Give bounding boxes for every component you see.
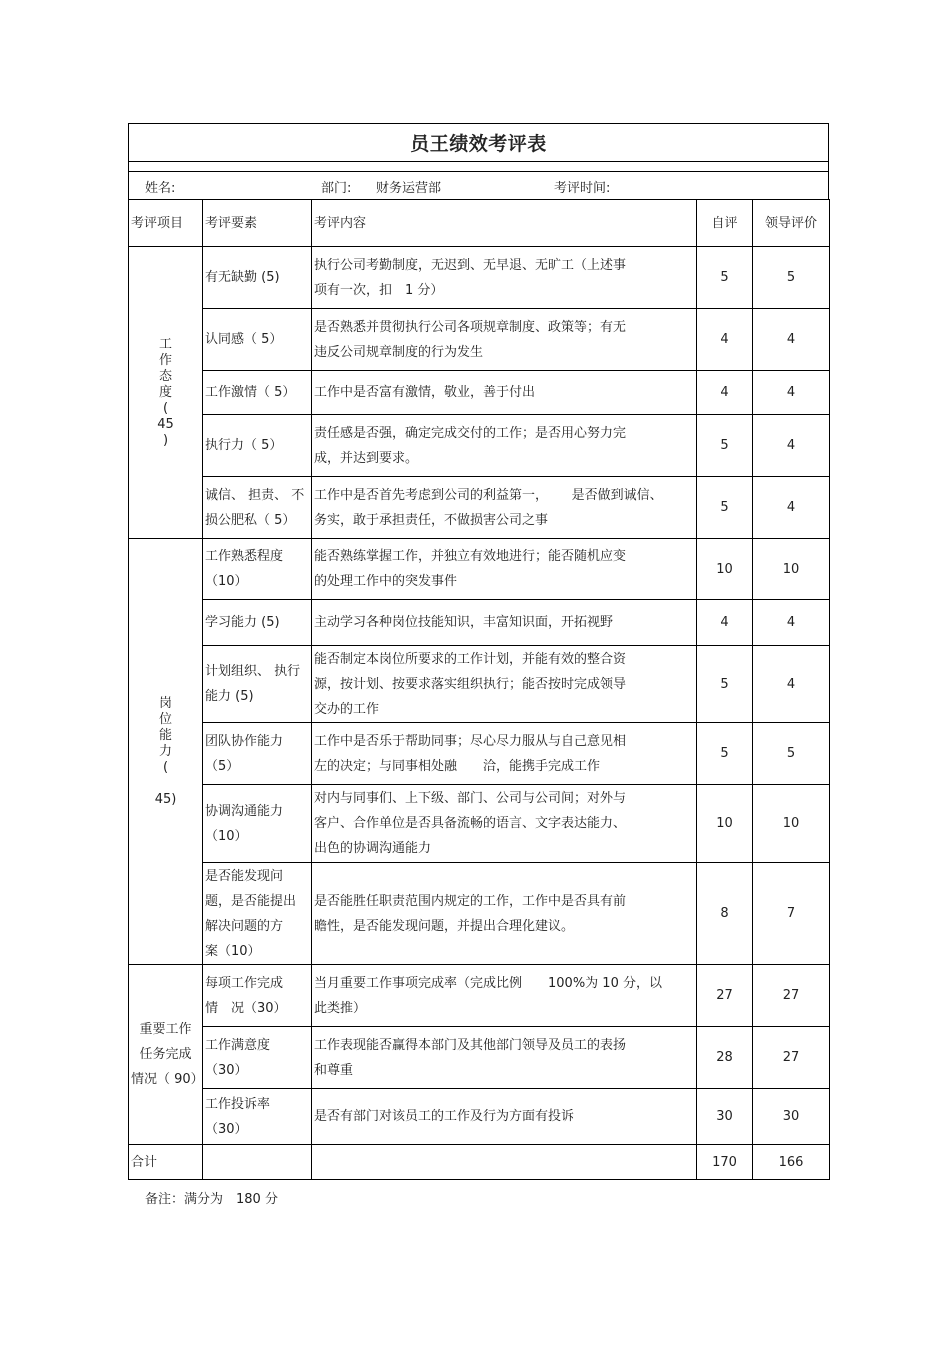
- content-cell: 工作中是否乐于帮助同事；尽心尽力服从与自己意见相 左的决定；与同事相处融 洽，能携手完成工作: [312, 723, 697, 785]
- content-cell: 能否熟练掌握工作，并独立有效地进行；能否随机应变 的处理工作中的突发事件: [312, 539, 697, 600]
- header-row: [129, 200, 830, 247]
- element-cell: 工作投诉率 （30）: [203, 1089, 312, 1145]
- self-score-cell: 10: [697, 785, 753, 863]
- element-cell: 是否能发现问 题，是否能提出 解决问题的方 案（10）: [203, 863, 312, 965]
- leader-score-cell: 4: [753, 477, 830, 539]
- table-row: [129, 646, 830, 723]
- content-cell: 工作表现能否赢得本部门及其他部门领导及员工的表扬 和尊重: [312, 1027, 697, 1089]
- leader-score-cell: 4: [753, 600, 830, 646]
- element-cell: 计划组织、 执行 能力 (5): [203, 646, 312, 723]
- total-label: 合计: [129, 1145, 203, 1180]
- header-element: 考评要素: [203, 200, 312, 247]
- self-score-cell: 5: [697, 646, 753, 723]
- content-cell: 工作中是否富有激情，敬业，善于付出: [312, 371, 697, 415]
- element-cell: 认同感（ 5）: [203, 309, 312, 371]
- leader-score-cell: 4: [753, 646, 830, 723]
- table-row: [129, 1089, 830, 1145]
- dept-value: 财务运营部: [376, 181, 442, 196]
- element-cell: 工作熟悉程度 （10）: [203, 539, 312, 600]
- info-row: [128, 171, 829, 199]
- self-score-cell: 5: [697, 477, 753, 539]
- table-row: [129, 247, 830, 309]
- table-row: [129, 371, 830, 415]
- self-score-cell: 4: [697, 371, 753, 415]
- element-cell: 团队协作能力 （5）: [203, 723, 312, 785]
- element-cell: 工作激情（ 5）: [203, 371, 312, 415]
- leader-score-cell: 5: [753, 247, 830, 309]
- name-label: 姓名:: [145, 181, 176, 196]
- total-self-score: 170: [697, 1145, 753, 1180]
- table-row: [129, 600, 830, 646]
- element-cell: 每项工作完成 情 况（30）: [203, 965, 312, 1027]
- header-category: 考评项目: [129, 200, 203, 247]
- leader-score-cell: 4: [753, 309, 830, 371]
- appraisal-sheet: [128, 123, 829, 1180]
- self-score-cell: 27: [697, 965, 753, 1027]
- leader-score-cell: 4: [753, 415, 830, 477]
- header-self: 自评: [697, 200, 753, 247]
- self-score-cell: 4: [697, 600, 753, 646]
- content-cell: 责任感是否强，确定完成交付的工作；是否用心努力完 成，并达到要求。: [312, 415, 697, 477]
- self-score-cell: 8: [697, 863, 753, 965]
- table-row: [129, 309, 830, 371]
- leader-score-cell: 10: [753, 539, 830, 600]
- leader-score-cell: 5: [753, 723, 830, 785]
- table-row: [129, 539, 830, 600]
- element-cell: 执行力（ 5）: [203, 415, 312, 477]
- content-cell: 执行公司考勤制度，无迟到、无早退、无旷工（上述事 项有一次，扣 1 分）: [312, 247, 697, 309]
- total-leader-score: 166: [753, 1145, 830, 1180]
- title-divider: [128, 161, 829, 171]
- page-title: 员王绩效考评表: [410, 133, 547, 155]
- table-row: [129, 723, 830, 785]
- table-row: [129, 477, 830, 539]
- content-cell: 主动学习各种岗位技能知识，丰富知识面，开拓视野: [312, 600, 697, 646]
- category-cell: 岗 位 能 力 ( 45): [129, 539, 203, 965]
- footnote: 备注：满分为 180 分: [145, 1192, 278, 1207]
- element-cell: 工作满意度 （30）: [203, 1027, 312, 1089]
- category-cell: 工 作 态 度 ( 45 ): [129, 247, 203, 539]
- table-row: [129, 965, 830, 1027]
- content-cell: 是否熟悉并贯彻执行公司各项规章制度、政策等；有无 违反公司规章制度的行为发生: [312, 309, 697, 371]
- leader-score-cell: 27: [753, 965, 830, 1027]
- content-cell: 是否有部门对该员工的工作及行为方面有投诉: [312, 1089, 697, 1145]
- category-cell: 重要工作 任务完成 情况（ 90）: [129, 965, 203, 1145]
- element-cell: 有无缺勤 (5): [203, 247, 312, 309]
- appraisal-table: [128, 199, 830, 1180]
- leader-score-cell: 27: [753, 1027, 830, 1089]
- table-row: [129, 1027, 830, 1089]
- dept-label: 部门:: [321, 181, 352, 196]
- content-cell: 能否制定本岗位所要求的工作计划，并能有效的整合资 源，按计划、按要求落实组织执行；能否按时完成领导 交办的工作: [312, 646, 697, 723]
- element-cell: 学习能力 (5): [203, 600, 312, 646]
- content-cell: 当月重要工作事项完成率（完成比例 100%为 10 分，以 此类推）: [312, 965, 697, 1027]
- self-score-cell: 28: [697, 1027, 753, 1089]
- content-cell: 工作中是否首先考虑到公司的利益第一， 是否做到诚信、 务实，敢于承担责任，不做损害公司之事: [312, 477, 697, 539]
- leader-score-cell: 7: [753, 863, 830, 965]
- self-score-cell: 5: [697, 247, 753, 309]
- leader-score-cell: 4: [753, 371, 830, 415]
- header-content: 考评内容: [312, 200, 697, 247]
- content-cell: 对内与同事们、上下级、部门、公司与公司间；对外与 客户、合作单位是否具备流畅的语言、文字表达能力、 出色的协调沟通能力: [312, 785, 697, 863]
- table-row: [129, 785, 830, 863]
- total-empty-element: [203, 1145, 312, 1180]
- leader-score-cell: 30: [753, 1089, 830, 1145]
- self-score-cell: 30: [697, 1089, 753, 1145]
- self-score-cell: 4: [697, 309, 753, 371]
- table-row: [129, 863, 830, 965]
- element-cell: 协调沟通能力 （10）: [203, 785, 312, 863]
- total-empty-content: [312, 1145, 697, 1180]
- element-cell: 诚信、 担责、 不 损公肥私（ 5）: [203, 477, 312, 539]
- total-row: [129, 1145, 830, 1180]
- title-box: [128, 123, 829, 161]
- table-row: [129, 415, 830, 477]
- self-score-cell: 10: [697, 539, 753, 600]
- content-cell: 是否能胜任职责范围内规定的工作，工作中是否具有前 瞻性，是否能发现问题，并提出合理化建议。: [312, 863, 697, 965]
- self-score-cell: 5: [697, 415, 753, 477]
- time-label: 考评时间:: [554, 181, 611, 196]
- leader-score-cell: 10: [753, 785, 830, 863]
- header-leader: 领导评价: [753, 200, 830, 247]
- self-score-cell: 5: [697, 723, 753, 785]
